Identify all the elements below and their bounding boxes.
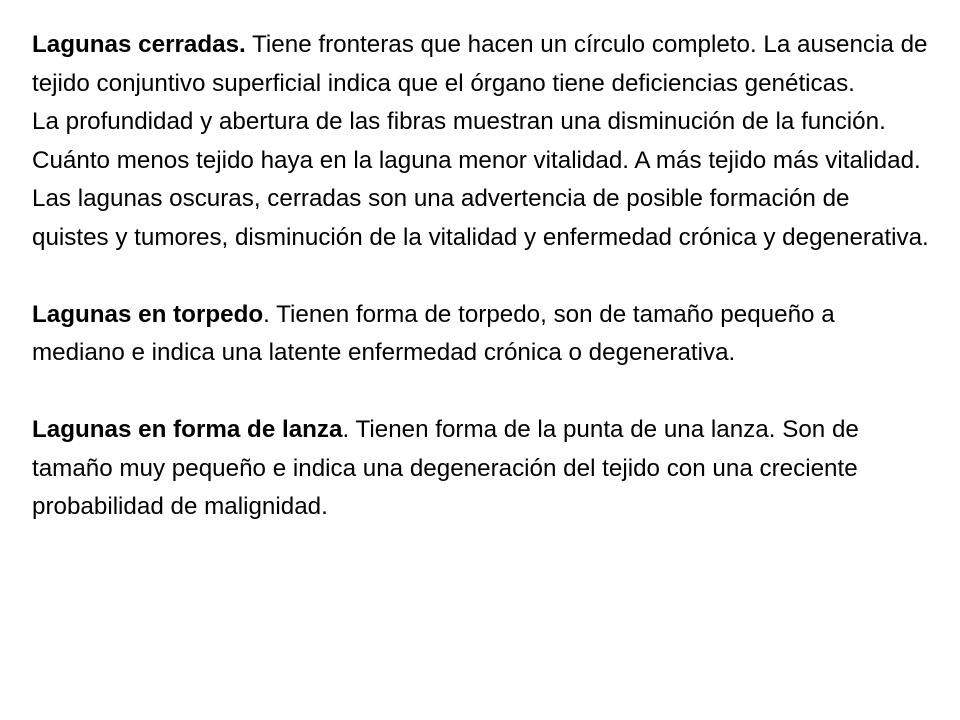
text-lagunas-torpedo-definition: . Tienen forma de torpedo, son de tamaño pequeño a mediano e indica una latente enfermedad crónica o degenerativa. <box>32 300 835 366</box>
paragraph-lagunas-cerradas <box>32 26 932 103</box>
blank-line <box>32 257 932 296</box>
paragraph-lagunas-lanza <box>32 411 932 527</box>
paragraph-lagunas-oscuras: Las lagunas oscuras, cerradas son una advertencia de posible formación de quistes y tumores, disminución de la vitalidad y enfermedad crónica y degenerativa. <box>32 185 929 251</box>
paragraph-profundidad-fibras: La profundidad y abertura de las fibras muestran una disminución de la función. Cuánto menos tejido haya en la laguna menor vitalidad. A más tejido más vitalidad. <box>32 108 921 174</box>
text-lagunas-lanza-definition: . Tienen forma de la punta de una lanza. Son de tamaño muy pequeño e indica una degeneración del tejido con una creciente probabilidad de malignidad. <box>32 416 859 520</box>
blank-line <box>32 373 932 412</box>
heading-lagunas-cerradas: Lagunas cerradas. <box>32 31 246 58</box>
paragraph-lagunas-torpedo <box>32 296 932 373</box>
heading-lagunas-torpedo: Lagunas en torpedo <box>32 300 264 328</box>
heading-lagunas-lanza: Lagunas en forma de lanza <box>32 416 343 443</box>
slide-body <box>32 26 932 527</box>
text-lagunas-cerradas-definition: Tiene fronteras que hacen un círculo completo. La ausencia de tejido conjuntivo superficial indica que el órgano tiene deficiencias genéticas. <box>32 31 928 97</box>
